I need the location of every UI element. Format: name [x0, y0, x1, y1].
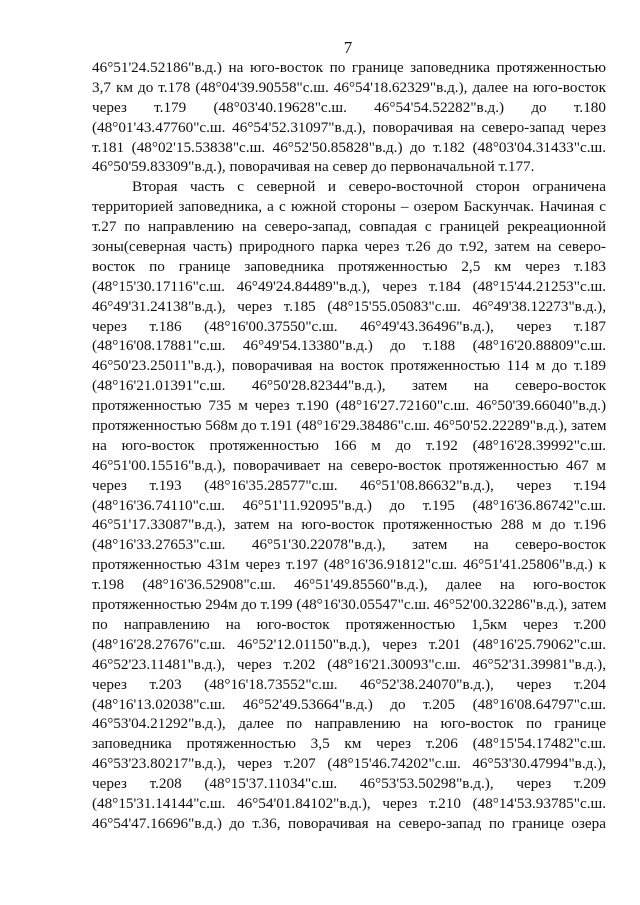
page-number: 7 — [343, 38, 353, 57]
text-line: зоны(северная часть) природного парка через т.26 до т.92, затем на северо- — [92, 238, 606, 256]
text-line: протяженностью 735 м через т.190 (48°16'27.72160"с.ш. 46°50'39.66040"в.д.) — [92, 397, 606, 415]
text-line: 46°50'23.25011"в.д.), поворачивая на восток протяженностью 114 м до т.189 — [92, 357, 606, 375]
text-line: на юго-восток протяженностью 166 м до т.192 (48°16'28.39992"с.ш. — [92, 436, 606, 454]
text-line: 46°51'00.15516"в.д.), поворачивает на северо-восток протяженностью 467 м — [92, 456, 606, 474]
text-line: 46°51'24.52186"в.д.) на юго-восток по границе заповедника протяженностью — [92, 59, 606, 76]
text-line: (48°15'30.17116"с.ш. 46°49'24.84489"в.д.), через т.184 (48°15'44.21253"с.ш. — [92, 277, 606, 295]
text-line: (48°16'13.02038"с.ш. 46°52'49.53664"в.д.) до т.205 (48°16'08.64797"с.ш. — [92, 695, 606, 713]
text-line: (48°16'33.27653"с.ш. 46°51'30.22078"в.д.), затем на северо-восток — [92, 536, 606, 554]
text-line: т.27 по направлению на северо-запад, совпадая с границей рекреационной — [92, 218, 606, 236]
text-line: 46°50'59.83309"в.д.), поворачивая на север до первоначальной т.177. — [92, 158, 535, 176]
text-line: 46°49'31.24138"в.д.), через т.185 (48°15'55.05083"с.ш. 46°49'38.12273"в.д.), — [92, 297, 606, 315]
text-line: (48°16'21.01391"с.ш. 46°50'28.82344"в.д.), затем на северо-восток — [92, 377, 606, 395]
text-line: через т.186 (48°16'00.37550"с.ш. 46°49'43.36496"в.д.), через т.187 — [92, 317, 606, 335]
text-line: протяженностью 431м через т.197 (48°16'36.91812"с.ш. 46°51'41.25806"в.д.) к — [92, 556, 606, 574]
text-line: (48°16'36.74110"с.ш. 46°51'11.92095"в.д.) до т.195 (48°16'36.86742"с.ш. — [92, 496, 606, 514]
text-line: Вторая часть с северной и северо-восточной сторон ограничена — [132, 178, 606, 196]
text-line: т.181 (48°02'15.53838"с.ш. 46°52'50.85828"в.д.) до т.182 (48°03'04.31433"с.ш. — [92, 138, 606, 156]
text-line: т.198 (48°16'36.52908"с.ш. 46°51'49.85560"в.д.), далее на юго-восток — [92, 576, 606, 594]
body-text — [92, 58, 606, 834]
text-line: протяженностью 294м до т.199 (48°16'30.05547"с.ш. 46°52'00.32286"в.д.), затем — [92, 596, 606, 614]
text-line: 3,7 км до т.178 (48°04'39.90558"с.ш. 46°54'18.62329"в.д.), далее на юго-восток — [92, 78, 606, 96]
text-line: протяженностью 568м до т.191 (48°16'29.38486"с.ш. 46°50'52.22289"в.д.), затем — [92, 417, 606, 435]
text-line: 46°54'47.16696"в.д.) до т.36, поворачивая на северо-запад по границе озера — [92, 814, 606, 832]
text-line: (48°16'28.27676"с.ш. 46°52'12.01150"в.д.), через т.201 (48°16'25.79062"с.ш. — [92, 635, 606, 653]
text-line: 46°53'23.80217"в.д.), через т.207 (48°15'46.74202"с.ш. 46°53'30.47994"в.д.), — [92, 755, 606, 773]
text-line: через т.179 (48°03'40.19628"с.ш. 46°54'54.52282"в.д.) до т.180 — [92, 98, 606, 116]
text-line: по направлению на юго-восток протяженностью 1,5км через т.200 — [92, 615, 606, 633]
text-line: (48°15'31.14144"с.ш. 46°54'01.84102"в.д.), через т.210 (48°14'53.93785"с.ш. — [92, 794, 606, 812]
text-line: (48°16'08.17881"с.ш. 46°49'54.13380"в.д.) до т.188 (48°16'20.88809"с.ш. — [92, 337, 606, 355]
text-line: 46°52'23.11481"в.д.), через т.202 (48°16'21.30093"с.ш. 46°52'31.39981"в.д.), — [92, 655, 606, 673]
text-line: 46°53'04.21292"в.д.), далее по направлению на юго-восток по границе — [92, 715, 606, 733]
text-line: заповедника протяженностью 3,5 км через т.206 (48°15'54.17482"с.ш. — [92, 735, 606, 753]
text-line: 46°51'17.33087"в.д.), затем на юго-восток протяженностью 288 м до т.196 — [92, 516, 606, 534]
text-line: через т.203 (48°16'18.73552"с.ш. 46°52'38.24070"в.д.), через т.204 — [92, 675, 606, 693]
text-line: восток по границе заповедника протяженностью 2,5 км через т.183 — [92, 257, 606, 275]
text-line: через т.193 (48°16'35.28577"с.ш. 46°51'08.86632"в.д.), через т.194 — [92, 476, 606, 494]
text-line: (48°01'43.47760"с.ш. 46°54'52.31097"в.д.), поворачивая на северо-запад через — [92, 118, 606, 136]
paragraph-1 — [92, 58, 606, 177]
text-line: через т.208 (48°15'37.11034"с.ш. 46°53'53.50298"в.д.), через т.209 — [92, 775, 606, 793]
paragraph-2 — [92, 177, 606, 833]
text-line: территорией заповедника, а с южной стороны – озером Баскунчак. Начиная с — [92, 198, 606, 216]
